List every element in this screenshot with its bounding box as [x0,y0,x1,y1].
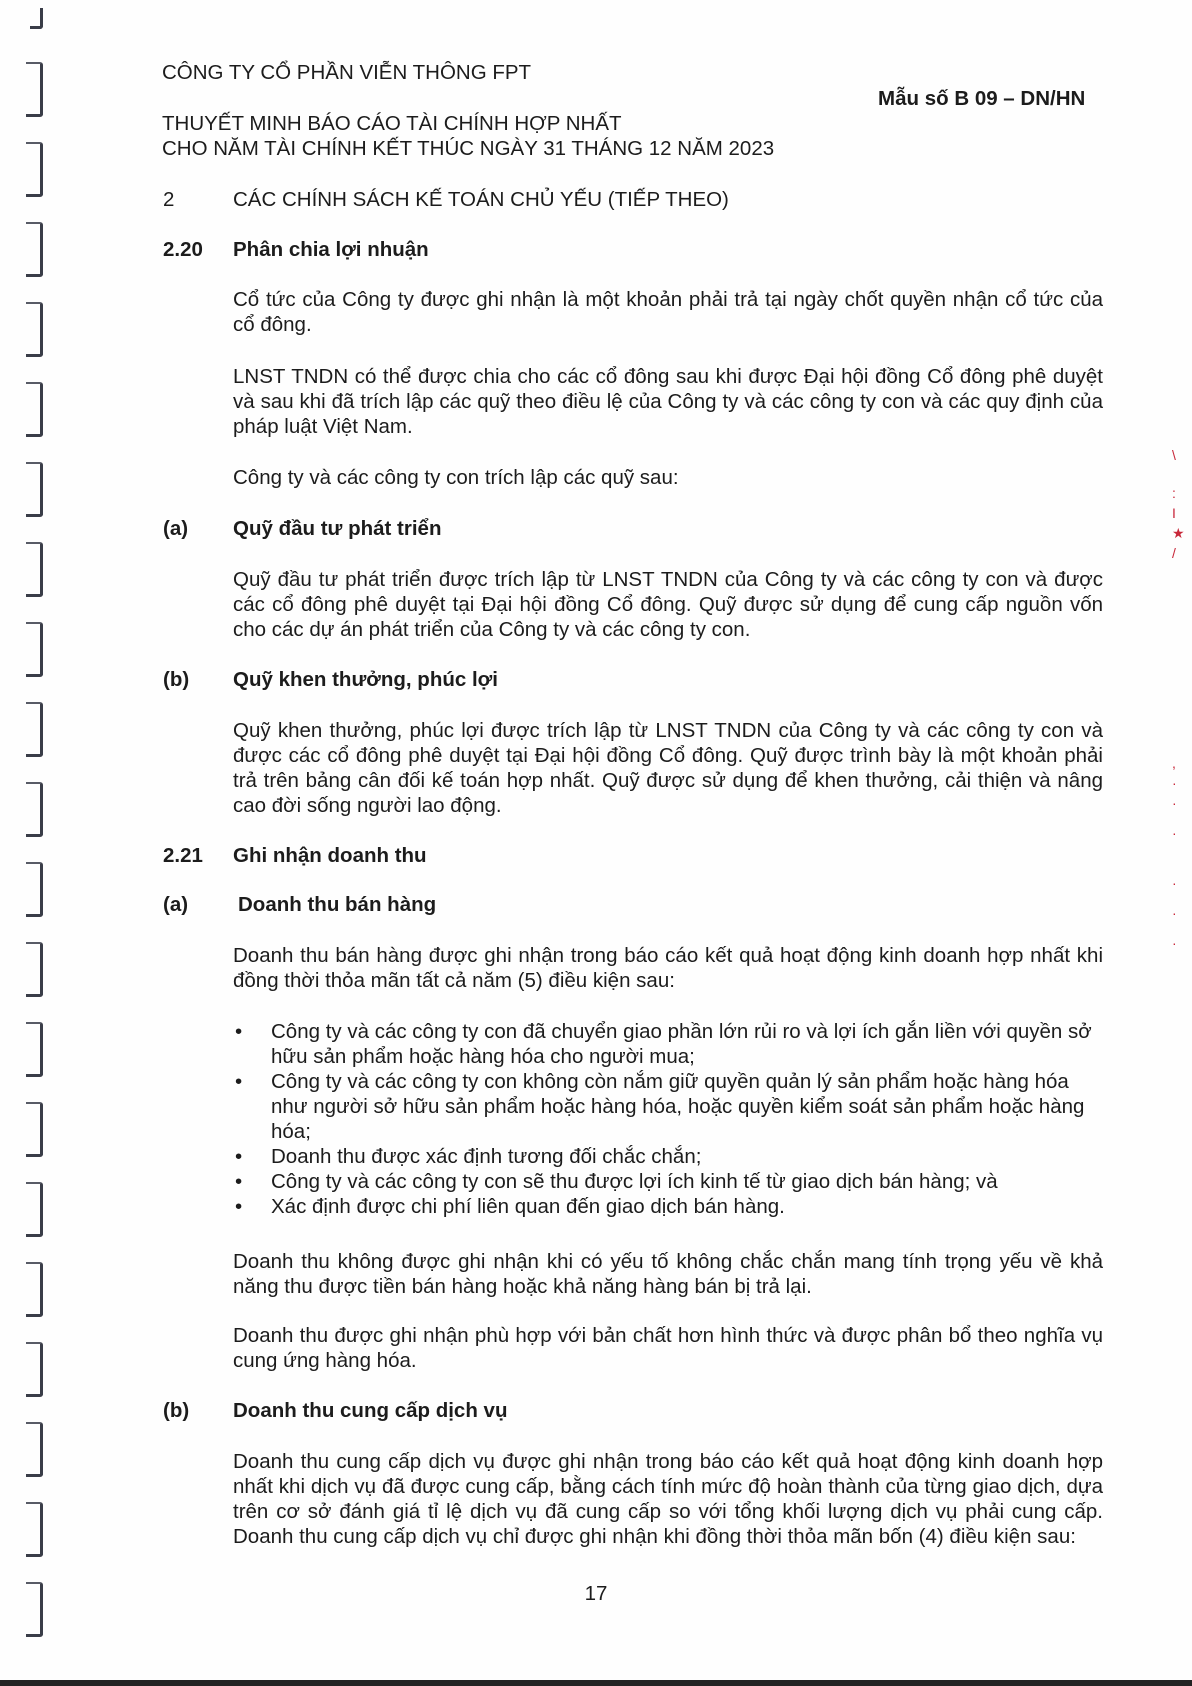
binder-ring [26,702,43,757]
binder-ring [26,1582,43,1637]
binder-ring [26,1022,43,1077]
paragraph: Doanh thu không được ghi nhận khi có yếu tố không chắc chắn mang tính trọng yếu về khả năng thu được tiền bán hàng hoặc khả năng hàng bán bị trả lại. [233,1250,1103,1298]
scan-edge [0,1680,1192,1686]
report-title-line1: THUYẾT MINH BÁO CÁO TÀI CHÍNH HỢP NHẤT [162,112,622,135]
binder-ring [26,142,43,197]
binder-ring [26,542,43,597]
item-title: Quỹ đầu tư phát triển [233,517,442,540]
section-number: 2 [163,188,175,211]
item-title: Quỹ khen thưởng, phúc lợi [233,668,498,691]
paragraph: Quỹ đầu tư phát triển được trích lập từ LNST TNDN của Công ty và các công ty con và được các cổ đông phê duyệt tại Đại hội đồng Cổ đông. Quỹ được sử dụng để cung cấp nguồn vốn cho các dự án phát triển của Công ty và các công ty con. [233,568,1103,641]
list-item: • Công ty và các công ty con đã chuyển giao phần lớn rủi ro và lợi ích gắn liền với quyền sở hữu sản phẩm hoặc hàng hóa cho người mua; [233,1019,1103,1069]
binder-ring [26,942,43,997]
paragraph: Công ty và các công ty con trích lập các quỹ sau: [233,466,679,489]
item-label: (b) [163,1399,190,1422]
subsection-number: 2.20 [163,238,203,261]
page-number: 17 [584,1582,608,1605]
stamp-bleed-marks: \ : I ★ / , · · · · · · [1172,447,1185,951]
item-label: (a) [163,893,189,916]
list-item: • Công ty và các công ty con sẽ thu được lợi ích kinh tế từ giao dịch bán hàng; và [233,1169,1103,1194]
item-label: (b) [163,668,190,691]
binder-ring [30,8,43,29]
subsection-title: Phân chia lợi nhuận [233,238,429,261]
binder-ring [26,1262,43,1317]
binder-ring [26,1422,43,1477]
binder-ring [26,222,43,277]
section-title: CÁC CHÍNH SÁCH KẾ TOÁN CHỦ YẾU (TIẾP THEO) [233,188,729,211]
subsection-number: 2.21 [163,844,203,867]
binder-ring [26,462,43,517]
report-title-line2: CHO NĂM TÀI CHÍNH KẾT THÚC NGÀY 31 THÁNG 12 NĂM 2023 [162,137,775,160]
binder-ring [26,782,43,837]
binder-rings [22,0,48,1686]
subsection-title: Ghi nhận doanh thu [233,844,427,867]
binder-ring [26,862,43,917]
form-number: Mẫu số B 09 – DN/HN [878,87,1086,110]
conditions-list [233,1019,1103,1219]
binder-ring [26,382,43,437]
list-item: • Doanh thu được xác định tương đối chắc chắn; [233,1144,1103,1169]
binder-ring [26,62,43,117]
binder-ring [26,1342,43,1397]
paragraph: Doanh thu bán hàng được ghi nhận trong báo cáo kết quả hoạt động kinh doanh hợp nhất khi đồng thời thỏa mãn tất cả năm (5) điều kiện sau: [233,944,1103,992]
item-label: (a) [163,517,189,540]
list-item: • Xác định được chi phí liên quan đến giao dịch bán hàng. [233,1194,1103,1219]
paragraph: Cổ tức của Công ty được ghi nhận là một khoản phải trả tại ngày chốt quyền nhận cổ tức của cổ đông. [233,288,1103,336]
paragraph: Doanh thu cung cấp dịch vụ được ghi nhận trong báo cáo kết quả hoạt động kinh doanh hợp nhất khi dịch vụ đã được cung cấp, bằng cách tính mức độ hoàn thành của từng giao dịch, dựa trên cơ sở đánh giá tỉ lệ dịch vụ đã cung cấp so với tổng khối lượng dịch vụ phải cung cấp. Doanh thu cung cấp dịch vụ chỉ được ghi nhận khi đồng thời thỏa mãn bốn (4) điều kiện sau: [233,1450,1103,1548]
binder-ring [26,1502,43,1557]
binder-ring [26,302,43,357]
item-title: Doanh thu cung cấp dịch vụ [233,1399,508,1422]
binder-ring [26,1102,43,1157]
list-item: • Công ty và các công ty con không còn nắm giữ quyền quản lý sản phẩm hoặc hàng hóa như người sở hữu sản phẩm hoặc hàng hóa, hoặc quyền kiểm soát sản phẩm hoặc hàng hóa; [233,1069,1103,1144]
binder-ring [26,1182,43,1237]
paragraph: Quỹ khen thưởng, phúc lợi được trích lập từ LNST TNDN của Công ty và các công ty con và được các cổ đông phê duyệt tại Đại hội đồng Cổ đông. Quỹ được trình bày là một khoản phải trả trên bảng cân đối kế toán hợp nhất. Quỹ được sử dụng để khen thưởng, cải thiện và nâng cao đời sống người lao động. [233,719,1103,817]
binder-ring [26,622,43,677]
company-name: CÔNG TY CỔ PHẦN VIỄN THÔNG FPT [162,61,532,84]
paragraph: LNST TNDN có thể được chia cho các cổ đông sau khi được Đại hội đồng Cổ đông phê duyệt và sau khi đã trích lập các quỹ theo điều lệ của Công ty và các công ty con và các quy định của pháp luật Việt Nam. [233,365,1103,438]
item-title: Doanh thu bán hàng [238,893,437,916]
paragraph: Doanh thu được ghi nhận phù hợp với bản chất hơn hình thức và được phân bổ theo nghĩa vụ cung ứng hàng hóa. [233,1324,1103,1372]
